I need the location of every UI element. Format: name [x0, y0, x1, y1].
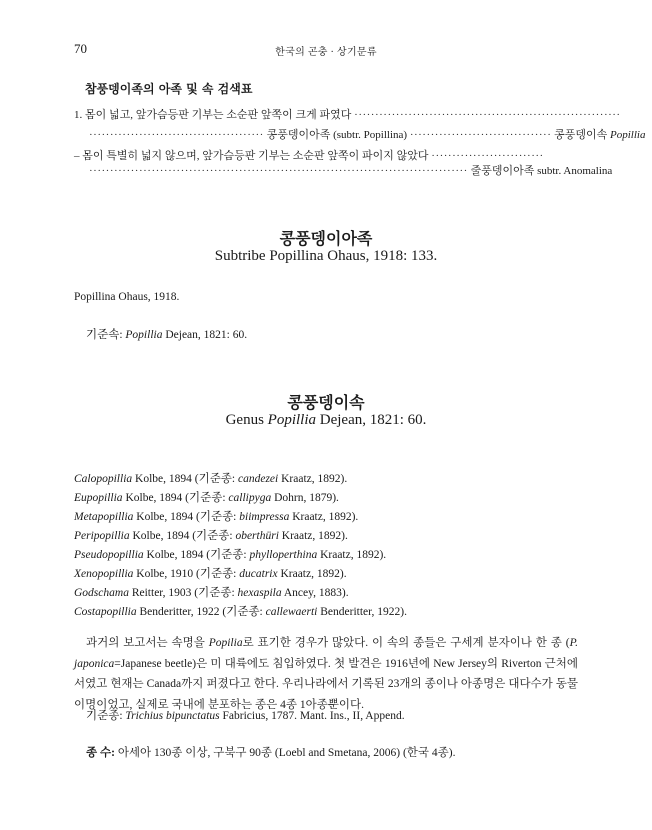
key-couplet-1b [74, 147, 544, 163]
synonym-sp-author: Kraatz, 1892). [281, 473, 348, 485]
synonym-row [74, 470, 407, 489]
synonym-species: ducatrix [239, 568, 278, 580]
type-label: 기준속: [86, 329, 123, 341]
synonym-author: Kolbe, 1894 (기준종: [135, 473, 236, 485]
synonym-species: callewaerti [265, 606, 318, 618]
synonym-name: Metapopillia [74, 511, 134, 523]
synonym-name: Xenopopillia [74, 568, 134, 580]
synonym-species: candezei [238, 473, 279, 485]
synonym-row [74, 584, 407, 603]
subtribe-type-genus [86, 326, 247, 342]
synonym-sp-author: Dohrn, 1879). [274, 492, 339, 504]
type-species-name: Trichius bipunctatus [125, 710, 220, 722]
key-couplet-1a [74, 106, 621, 122]
synonym-sp-author: Ancey, 1883). [283, 587, 349, 599]
subtribe-title-en: Subtribe Popillina Ohaus, 1918: 133. [214, 248, 438, 264]
synonym-name: Peripopillia [74, 530, 130, 542]
subtribe-citation: Popillina Ohaus, 1918. [74, 291, 180, 303]
synonym-list [74, 470, 407, 622]
key-couplet-1b-result [89, 162, 612, 178]
synonym-name: Pseudopopillia [74, 549, 144, 561]
genus-paragraph: 과거의 보고서는 속명을 Popilia로 표기한 경우가 많았다. 이 속의 종들은 구세계 분자이나 한 종 (P. japonica=Japanese beetle)은 미 대륙에도 침입하였다. 첫 발견은 1916년에 New Jersey의 Riverton 근처에서였고 현재는 Canada까지 퍼졌다고 한다. 우리나라에서 기록된 23개의 종이나 아종명은 대다수가 동물이명이었고, 실제로 국내에 분포하는 종은 4종 1아종뿐이다. [74, 637, 578, 711]
synonym-author: Reitter, 1903 (기준종: [131, 587, 235, 599]
type-genus-name: Popillia [125, 329, 163, 341]
couplet-number: 1. [74, 109, 83, 121]
synonym-name: Calopopillia [74, 473, 133, 485]
leader-dots: ································································ [354, 109, 621, 121]
leader-dots: ·································· [409, 129, 552, 141]
synonym-row [74, 546, 407, 565]
couplet-number: – [74, 150, 80, 162]
result-subtribe: 줄풍뎅이아족 subtr. Anomalina [470, 165, 613, 177]
synonym-row [74, 565, 407, 584]
synonym-species: phylloperthina [249, 549, 318, 561]
leader-dots: ·········································· [89, 129, 264, 141]
type-genus-author: Dejean, 1821: 60. [165, 329, 248, 341]
synonym-species: biimpressa [239, 511, 290, 523]
result-genus: Popillia [610, 129, 646, 141]
synonym-sp-author: Benderitter, 1922). [320, 606, 407, 618]
synonym-row [74, 527, 407, 546]
couplet-text: 몸이 넓고, 앞가슴등판 기부는 소순판 앞쪽이 크게 파였다 [85, 109, 352, 121]
synonym-author: Kolbe, 1910 (기준종: [136, 568, 237, 580]
species-count [86, 744, 455, 760]
key-couplet-1a-result [89, 126, 645, 142]
synonym-sp-author: Kraatz, 1892). [320, 549, 387, 561]
synonym-sp-author: Kraatz, 1892). [281, 530, 348, 542]
running-title: 한국의 곤충 · 상기문류 [275, 47, 377, 58]
synonym-species: oberthüri [235, 530, 279, 542]
synonym-author: Kolbe, 1894 (기준종: [132, 530, 233, 542]
genus-title-en [0, 412, 652, 429]
subtribe-title-ko: 콩풍뎅이아족 [279, 229, 373, 248]
species-count-label: 종 수: [86, 747, 115, 759]
species-count-text: 아세아 130종 이상, 구북구 90종 (Loebl and Smetana, 2006) (한국 4종). [117, 747, 456, 759]
leader-dots: ··························· [431, 150, 544, 162]
synonym-name: Godschama [74, 587, 129, 599]
key-title: 참풍뎅이족의 아족 및 속 검색표 [85, 82, 253, 96]
synonym-row [74, 603, 407, 622]
synonym-author: Kolbe, 1894 (기준종: [136, 511, 237, 523]
synonym-row [74, 508, 407, 527]
synonym-sp-author: Kraatz, 1892). [292, 511, 359, 523]
genus-prefix: Genus [225, 412, 264, 428]
synonym-sp-author: Kraatz, 1892). [280, 568, 347, 580]
page-number: 70 [74, 41, 87, 56]
synonym-species: callipyga [228, 492, 272, 504]
genus-type-species [86, 707, 405, 723]
synonym-author: Kolbe, 1894 (기준종: [146, 549, 247, 561]
leader-dots: ··························································································· [89, 165, 468, 177]
type-species-citation: Fabricius, 1787. Mant. Ins., II, Append. [222, 710, 405, 722]
genus-name: Popillia [267, 412, 317, 428]
synonym-author: Benderitter, 1922 (기준종: [139, 606, 263, 618]
synonym-name: Costapopillia [74, 606, 137, 618]
result-genus-ko: 콩풍뎅이속 [554, 129, 608, 141]
type-label: 기준종: [86, 710, 123, 722]
result-subtribe: 콩풍뎅이아족 (subtr. Popillina) [266, 129, 408, 141]
couplet-text: 몸이 특별히 넓지 않으며, 앞가슴등판 기부는 소순판 앞쪽이 파이지 않았다 [82, 150, 429, 162]
synonym-row [74, 489, 407, 508]
synonym-author: Kolbe, 1894 (기준종: [125, 492, 226, 504]
synonym-species: hexaspila [237, 587, 282, 599]
synonym-name: Eupopillia [74, 492, 123, 504]
genus-author: Dejean, 1821: 60. [319, 412, 427, 428]
genus-title-ko: 콩풍뎅이속 [287, 393, 365, 412]
